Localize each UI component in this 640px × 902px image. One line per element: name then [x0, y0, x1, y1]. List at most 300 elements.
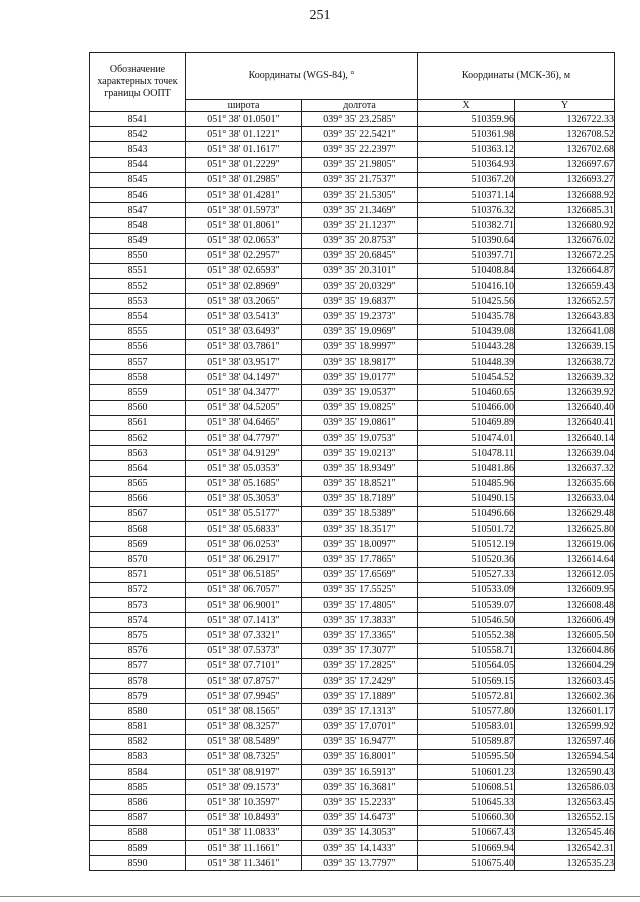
latitude-cell: 051° 38' 02.6593"	[186, 263, 302, 278]
x-coordinate-cell: 510460.65	[418, 385, 515, 400]
x-coordinate-cell: 510490.15	[418, 491, 515, 506]
x-coordinate-cell: 510439.08	[418, 324, 515, 339]
point-id-cell: 8557	[90, 355, 186, 370]
longitude-cell: 039° 35' 17.3365"	[302, 628, 418, 643]
table-row	[90, 598, 615, 613]
table-row	[90, 218, 615, 233]
x-coordinate-cell: 510572.81	[418, 689, 515, 704]
table-row	[90, 491, 615, 506]
longitude-cell: 039° 35' 17.2825"	[302, 658, 418, 673]
point-id-cell: 8544	[90, 157, 186, 172]
latitude-cell: 051° 38' 07.8757"	[186, 673, 302, 688]
longitude-cell: 039° 35' 18.9349"	[302, 461, 418, 476]
point-id-cell: 8556	[90, 339, 186, 354]
longitude-cell: 039° 35' 18.5389"	[302, 506, 418, 521]
table-row	[90, 658, 615, 673]
point-id-cell: 8568	[90, 522, 186, 537]
longitude-cell: 039° 35' 16.9477"	[302, 734, 418, 749]
x-coordinate-cell: 510558.71	[418, 643, 515, 658]
x-coordinate-cell: 510601.23	[418, 765, 515, 780]
y-coordinate-cell: 1326680.92	[515, 218, 615, 233]
latitude-cell: 051° 38' 06.5185"	[186, 567, 302, 582]
x-coordinate-cell: 510361.98	[418, 127, 515, 142]
y-coordinate-cell: 1326685.31	[515, 203, 615, 218]
y-coordinate-cell: 1326676.02	[515, 233, 615, 248]
x-coordinate-cell: 510669.94	[418, 841, 515, 856]
x-coordinate-cell: 510448.39	[418, 355, 515, 370]
table-row	[90, 294, 615, 309]
point-id-cell: 8579	[90, 689, 186, 704]
point-id-cell: 8567	[90, 506, 186, 521]
longitude-cell: 039° 35' 19.0969"	[302, 324, 418, 339]
y-coordinate-cell: 1326619.06	[515, 537, 615, 552]
y-coordinate-cell: 1326599.92	[515, 719, 615, 734]
page-number: 251	[309, 8, 331, 23]
x-coordinate-cell: 510478.11	[418, 446, 515, 461]
longitude-cell: 039° 35' 20.8753"	[302, 233, 418, 248]
table-row	[90, 430, 615, 445]
latitude-cell: 051° 38' 08.7325"	[186, 749, 302, 764]
y-coordinate-cell: 1326625.80	[515, 522, 615, 537]
x-coordinate-cell: 510667.43	[418, 825, 515, 840]
x-coordinate-cell: 510363.12	[418, 142, 515, 157]
x-coordinate-cell: 510589.87	[418, 734, 515, 749]
table-row	[90, 142, 615, 157]
y-coordinate-cell: 1326608.48	[515, 598, 615, 613]
longitude-cell: 039° 35' 19.0213"	[302, 446, 418, 461]
subheader-longitude: долгота	[302, 100, 418, 112]
longitude-cell: 039° 35' 16.3681"	[302, 780, 418, 795]
point-id-cell: 8562	[90, 430, 186, 445]
latitude-cell: 051° 38' 11.0833"	[186, 825, 302, 840]
y-coordinate-cell: 1326614.64	[515, 552, 615, 567]
table-row	[90, 476, 615, 491]
latitude-cell: 051° 38' 01.0501"	[186, 112, 302, 127]
x-coordinate-cell: 510569.15	[418, 673, 515, 688]
y-coordinate-cell: 1326542.31	[515, 841, 615, 856]
latitude-cell: 051° 38' 01.2985"	[186, 172, 302, 187]
point-id-cell: 8590	[90, 856, 186, 871]
longitude-cell: 039° 35' 13.7797"	[302, 856, 418, 871]
x-coordinate-cell: 510595.50	[418, 749, 515, 764]
x-coordinate-cell: 510367.20	[418, 172, 515, 187]
y-coordinate-cell: 1326590.43	[515, 765, 615, 780]
point-id-cell: 8582	[90, 734, 186, 749]
latitude-cell: 051° 38' 09.1573"	[186, 780, 302, 795]
point-id-cell: 8543	[90, 142, 186, 157]
longitude-cell: 039° 35' 15.2233"	[302, 795, 418, 810]
point-id-cell: 8545	[90, 172, 186, 187]
point-id-cell: 8586	[90, 795, 186, 810]
x-coordinate-cell: 510390.64	[418, 233, 515, 248]
table-row	[90, 628, 615, 643]
y-coordinate-cell: 1326639.92	[515, 385, 615, 400]
longitude-cell: 039° 35' 17.3833"	[302, 613, 418, 628]
y-coordinate-cell: 1326635.66	[515, 476, 615, 491]
x-coordinate-cell: 510469.89	[418, 415, 515, 430]
point-id-cell: 8588	[90, 825, 186, 840]
y-coordinate-cell: 1326639.32	[515, 370, 615, 385]
table-row	[90, 446, 615, 461]
table-row	[90, 719, 615, 734]
y-coordinate-cell: 1326688.92	[515, 187, 615, 202]
longitude-cell: 039° 35' 22.2397"	[302, 142, 418, 157]
table-row	[90, 856, 615, 871]
table-row	[90, 187, 615, 202]
y-coordinate-cell: 1326722.33	[515, 112, 615, 127]
longitude-cell: 039° 35' 17.7865"	[302, 552, 418, 567]
longitude-cell: 039° 35' 19.0537"	[302, 385, 418, 400]
table-row	[90, 248, 615, 263]
header-wgs84: Координаты (WGS-84), °	[186, 53, 418, 100]
longitude-cell: 039° 35' 18.9997"	[302, 339, 418, 354]
longitude-cell: 039° 35' 21.5305"	[302, 187, 418, 202]
table-row	[90, 385, 615, 400]
latitude-cell: 051° 38' 01.8061"	[186, 218, 302, 233]
latitude-cell: 051° 38' 03.2065"	[186, 294, 302, 309]
point-id-cell: 8584	[90, 765, 186, 780]
point-id-cell: 8566	[90, 491, 186, 506]
table-row	[90, 355, 615, 370]
x-coordinate-cell: 510533.09	[418, 582, 515, 597]
latitude-cell: 051° 38' 01.1221"	[186, 127, 302, 142]
table-row	[90, 673, 615, 688]
point-id-cell: 8583	[90, 749, 186, 764]
longitude-cell: 039° 35' 18.9817"	[302, 355, 418, 370]
point-id-cell: 8580	[90, 704, 186, 719]
table-row	[90, 203, 615, 218]
longitude-cell: 039° 35' 17.1313"	[302, 704, 418, 719]
longitude-cell: 039° 35' 17.0701"	[302, 719, 418, 734]
point-id-cell: 8576	[90, 643, 186, 658]
y-coordinate-cell: 1326552.15	[515, 810, 615, 825]
point-id-cell: 8570	[90, 552, 186, 567]
x-coordinate-cell: 510371.14	[418, 187, 515, 202]
latitude-cell: 051° 38' 07.1413"	[186, 613, 302, 628]
y-coordinate-cell: 1326563.45	[515, 795, 615, 810]
longitude-cell: 039° 35' 18.3517"	[302, 522, 418, 537]
longitude-cell: 039° 35' 20.3101"	[302, 263, 418, 278]
table-row	[90, 112, 615, 127]
latitude-cell: 051° 38' 08.5489"	[186, 734, 302, 749]
point-id-cell: 8573	[90, 598, 186, 613]
y-coordinate-cell: 1326641.08	[515, 324, 615, 339]
y-coordinate-cell: 1326602.36	[515, 689, 615, 704]
latitude-cell: 051° 38' 04.1497"	[186, 370, 302, 385]
latitude-cell: 051° 38' 10.8493"	[186, 810, 302, 825]
table-row	[90, 795, 615, 810]
table-header-row	[90, 53, 615, 100]
y-coordinate-cell: 1326693.27	[515, 172, 615, 187]
point-id-cell: 8554	[90, 309, 186, 324]
table-row	[90, 810, 615, 825]
longitude-cell: 039° 35' 14.1433"	[302, 841, 418, 856]
longitude-cell: 039° 35' 22.5421"	[302, 127, 418, 142]
table-row	[90, 689, 615, 704]
x-coordinate-cell: 510512.19	[418, 537, 515, 552]
x-coordinate-cell: 510608.51	[418, 780, 515, 795]
x-coordinate-cell: 510577.80	[418, 704, 515, 719]
point-id-cell: 8575	[90, 628, 186, 643]
latitude-cell: 051° 38' 11.1661"	[186, 841, 302, 856]
y-coordinate-cell: 1326545.46	[515, 825, 615, 840]
y-coordinate-cell: 1326652.57	[515, 294, 615, 309]
longitude-cell: 039° 35' 21.1237"	[302, 218, 418, 233]
latitude-cell: 051° 38' 07.9945"	[186, 689, 302, 704]
longitude-cell: 039° 35' 17.1889"	[302, 689, 418, 704]
latitude-cell: 051° 38' 05.6833"	[186, 522, 302, 537]
longitude-cell: 039° 35' 17.3077"	[302, 643, 418, 658]
table-row	[90, 157, 615, 172]
y-coordinate-cell: 1326605.50	[515, 628, 615, 643]
table-row	[90, 263, 615, 278]
table-row	[90, 749, 615, 764]
latitude-cell: 051° 38' 01.2229"	[186, 157, 302, 172]
y-coordinate-cell: 1326629.48	[515, 506, 615, 521]
longitude-cell: 039° 35' 21.3469"	[302, 203, 418, 218]
table-row	[90, 552, 615, 567]
x-coordinate-cell: 510564.05	[418, 658, 515, 673]
x-coordinate-cell: 510408.84	[418, 263, 515, 278]
x-coordinate-cell: 510485.96	[418, 476, 515, 491]
latitude-cell: 051° 38' 01.4281"	[186, 187, 302, 202]
longitude-cell: 039° 35' 18.8521"	[302, 476, 418, 491]
longitude-cell: 039° 35' 19.0825"	[302, 400, 418, 415]
y-coordinate-cell: 1326640.41	[515, 415, 615, 430]
y-coordinate-cell: 1326639.15	[515, 339, 615, 354]
subheader-x: X	[418, 100, 515, 112]
longitude-cell: 039° 35' 17.2429"	[302, 673, 418, 688]
longitude-cell: 039° 35' 19.2373"	[302, 309, 418, 324]
table-row	[90, 279, 615, 294]
y-coordinate-cell: 1326604.29	[515, 658, 615, 673]
longitude-cell: 039° 35' 17.4805"	[302, 598, 418, 613]
table-row	[90, 127, 615, 142]
table-row	[90, 461, 615, 476]
latitude-cell: 051° 38' 04.9129"	[186, 446, 302, 461]
y-coordinate-cell: 1326643.83	[515, 309, 615, 324]
table-row	[90, 309, 615, 324]
latitude-cell: 051° 38' 07.7101"	[186, 658, 302, 673]
x-coordinate-cell: 510376.32	[418, 203, 515, 218]
latitude-cell: 051° 38' 01.1617"	[186, 142, 302, 157]
x-coordinate-cell: 510435.78	[418, 309, 515, 324]
x-coordinate-cell: 510583.01	[418, 719, 515, 734]
longitude-cell: 039° 35' 19.0861"	[302, 415, 418, 430]
point-id-cell: 8547	[90, 203, 186, 218]
longitude-cell: 039° 35' 20.0329"	[302, 279, 418, 294]
table-row	[90, 567, 615, 582]
y-coordinate-cell: 1326640.40	[515, 400, 615, 415]
y-coordinate-cell: 1326639.04	[515, 446, 615, 461]
y-coordinate-cell: 1326609.95	[515, 582, 615, 597]
x-coordinate-cell: 510382.71	[418, 218, 515, 233]
table-row	[90, 522, 615, 537]
x-coordinate-cell: 510552.38	[418, 628, 515, 643]
y-coordinate-cell: 1326604.86	[515, 643, 615, 658]
point-id-cell: 8577	[90, 658, 186, 673]
y-coordinate-cell: 1326672.25	[515, 248, 615, 263]
table-row	[90, 613, 615, 628]
table-row	[90, 233, 615, 248]
y-coordinate-cell: 1326702.68	[515, 142, 615, 157]
point-id-cell: 8552	[90, 279, 186, 294]
x-coordinate-cell: 510454.52	[418, 370, 515, 385]
y-coordinate-cell: 1326586.03	[515, 780, 615, 795]
y-coordinate-cell: 1326664.87	[515, 263, 615, 278]
longitude-cell: 039° 35' 14.6473"	[302, 810, 418, 825]
page-bottom-border	[0, 896, 640, 897]
y-coordinate-cell: 1326601.17	[515, 704, 615, 719]
point-id-cell: 8548	[90, 218, 186, 233]
x-coordinate-cell: 510520.36	[418, 552, 515, 567]
point-id-cell: 8574	[90, 613, 186, 628]
table-row	[90, 400, 615, 415]
longitude-cell: 039° 35' 19.0177"	[302, 370, 418, 385]
y-coordinate-cell: 1326535.23	[515, 856, 615, 871]
y-coordinate-cell: 1326603.45	[515, 673, 615, 688]
table-row	[90, 643, 615, 658]
longitude-cell: 039° 35' 16.5913"	[302, 765, 418, 780]
x-coordinate-cell: 510481.86	[418, 461, 515, 476]
x-coordinate-cell: 510364.93	[418, 157, 515, 172]
y-coordinate-cell: 1326597.46	[515, 734, 615, 749]
table-row	[90, 704, 615, 719]
point-id-cell: 8565	[90, 476, 186, 491]
point-id-cell: 8581	[90, 719, 186, 734]
table-row	[90, 324, 615, 339]
table-row	[90, 765, 615, 780]
longitude-cell: 039° 35' 19.0753"	[302, 430, 418, 445]
longitude-cell: 039° 35' 20.6845"	[302, 248, 418, 263]
y-coordinate-cell: 1326633.04	[515, 491, 615, 506]
x-coordinate-cell: 510425.56	[418, 294, 515, 309]
y-coordinate-cell: 1326637.32	[515, 461, 615, 476]
x-coordinate-cell: 510443.28	[418, 339, 515, 354]
point-id-cell: 8564	[90, 461, 186, 476]
point-id-cell: 8541	[90, 112, 186, 127]
x-coordinate-cell: 510496.66	[418, 506, 515, 521]
point-id-cell: 8585	[90, 780, 186, 795]
longitude-cell: 039° 35' 19.6837"	[302, 294, 418, 309]
x-coordinate-cell: 510539.07	[418, 598, 515, 613]
point-id-cell: 8553	[90, 294, 186, 309]
latitude-cell: 051° 38' 03.5413"	[186, 309, 302, 324]
subheader-latitude: широта	[186, 100, 302, 112]
y-coordinate-cell: 1326594.54	[515, 749, 615, 764]
point-id-cell: 8558	[90, 370, 186, 385]
latitude-cell: 051° 38' 05.3053"	[186, 491, 302, 506]
latitude-cell: 051° 38' 02.0653"	[186, 233, 302, 248]
x-coordinate-cell: 510675.40	[418, 856, 515, 871]
latitude-cell: 051° 38' 10.3597"	[186, 795, 302, 810]
latitude-cell: 051° 38' 04.7797"	[186, 430, 302, 445]
latitude-cell: 051° 38' 06.0253"	[186, 537, 302, 552]
latitude-cell: 051° 38' 06.2917"	[186, 552, 302, 567]
latitude-cell: 051° 38' 11.3461"	[186, 856, 302, 871]
x-coordinate-cell: 510474.01	[418, 430, 515, 445]
table-row	[90, 339, 615, 354]
latitude-cell: 051° 38' 02.2957"	[186, 248, 302, 263]
point-id-cell: 8560	[90, 400, 186, 415]
table-row	[90, 172, 615, 187]
latitude-cell: 051° 38' 05.5177"	[186, 506, 302, 521]
point-id-cell: 8571	[90, 567, 186, 582]
point-id-cell: 8569	[90, 537, 186, 552]
point-id-cell: 8551	[90, 263, 186, 278]
table-row	[90, 841, 615, 856]
x-coordinate-cell: 510527.33	[418, 567, 515, 582]
latitude-cell: 051° 38' 06.9001"	[186, 598, 302, 613]
x-coordinate-cell: 510645.33	[418, 795, 515, 810]
latitude-cell: 051° 38' 04.6465"	[186, 415, 302, 430]
x-coordinate-cell: 510546.50	[418, 613, 515, 628]
longitude-cell: 039° 35' 16.8001"	[302, 749, 418, 764]
latitude-cell: 051° 38' 01.5973"	[186, 203, 302, 218]
table-row	[90, 734, 615, 749]
table-row	[90, 415, 615, 430]
latitude-cell: 051° 38' 03.7861"	[186, 339, 302, 354]
latitude-cell: 051° 38' 07.3321"	[186, 628, 302, 643]
latitude-cell: 051° 38' 08.3257"	[186, 719, 302, 734]
point-id-cell: 8546	[90, 187, 186, 202]
longitude-cell: 039° 35' 14.3053"	[302, 825, 418, 840]
longitude-cell: 039° 35' 18.7189"	[302, 491, 418, 506]
longitude-cell: 039° 35' 18.0097"	[302, 537, 418, 552]
header-msk36: Координаты (МСК-36), м	[418, 53, 615, 100]
y-coordinate-cell: 1326659.43	[515, 279, 615, 294]
longitude-cell: 039° 35' 23.2585"	[302, 112, 418, 127]
y-coordinate-cell: 1326638.72	[515, 355, 615, 370]
x-coordinate-cell: 510416.10	[418, 279, 515, 294]
point-id-cell: 8572	[90, 582, 186, 597]
x-coordinate-cell: 510501.72	[418, 522, 515, 537]
point-id-cell: 8542	[90, 127, 186, 142]
y-coordinate-cell: 1326697.67	[515, 157, 615, 172]
table-row	[90, 780, 615, 795]
latitude-cell: 051° 38' 08.1565"	[186, 704, 302, 719]
latitude-cell: 051° 38' 02.8969"	[186, 279, 302, 294]
x-coordinate-cell: 510397.71	[418, 248, 515, 263]
point-id-cell: 8555	[90, 324, 186, 339]
latitude-cell: 051° 38' 05.1685"	[186, 476, 302, 491]
x-coordinate-cell: 510466.00	[418, 400, 515, 415]
y-coordinate-cell: 1326612.05	[515, 567, 615, 582]
point-id-cell: 8563	[90, 446, 186, 461]
point-id-cell: 8561	[90, 415, 186, 430]
point-id-cell: 8559	[90, 385, 186, 400]
x-coordinate-cell: 510359.96	[418, 112, 515, 127]
x-coordinate-cell: 510660.30	[418, 810, 515, 825]
longitude-cell: 039° 35' 17.5525"	[302, 582, 418, 597]
table-row	[90, 506, 615, 521]
latitude-cell: 051° 38' 07.5373"	[186, 643, 302, 658]
y-coordinate-cell: 1326708.52	[515, 127, 615, 142]
latitude-cell: 051° 38' 05.0353"	[186, 461, 302, 476]
table-row	[90, 825, 615, 840]
subheader-y: Y	[515, 100, 615, 112]
latitude-cell: 051° 38' 03.9517"	[186, 355, 302, 370]
longitude-cell: 039° 35' 21.9805"	[302, 157, 418, 172]
y-coordinate-cell: 1326640.14	[515, 430, 615, 445]
latitude-cell: 051° 38' 03.6493"	[186, 324, 302, 339]
table-row	[90, 582, 615, 597]
point-id-cell: 8587	[90, 810, 186, 825]
table-row	[90, 537, 615, 552]
point-id-cell: 8578	[90, 673, 186, 688]
latitude-cell: 051° 38' 08.9197"	[186, 765, 302, 780]
y-coordinate-cell: 1326606.49	[515, 613, 615, 628]
